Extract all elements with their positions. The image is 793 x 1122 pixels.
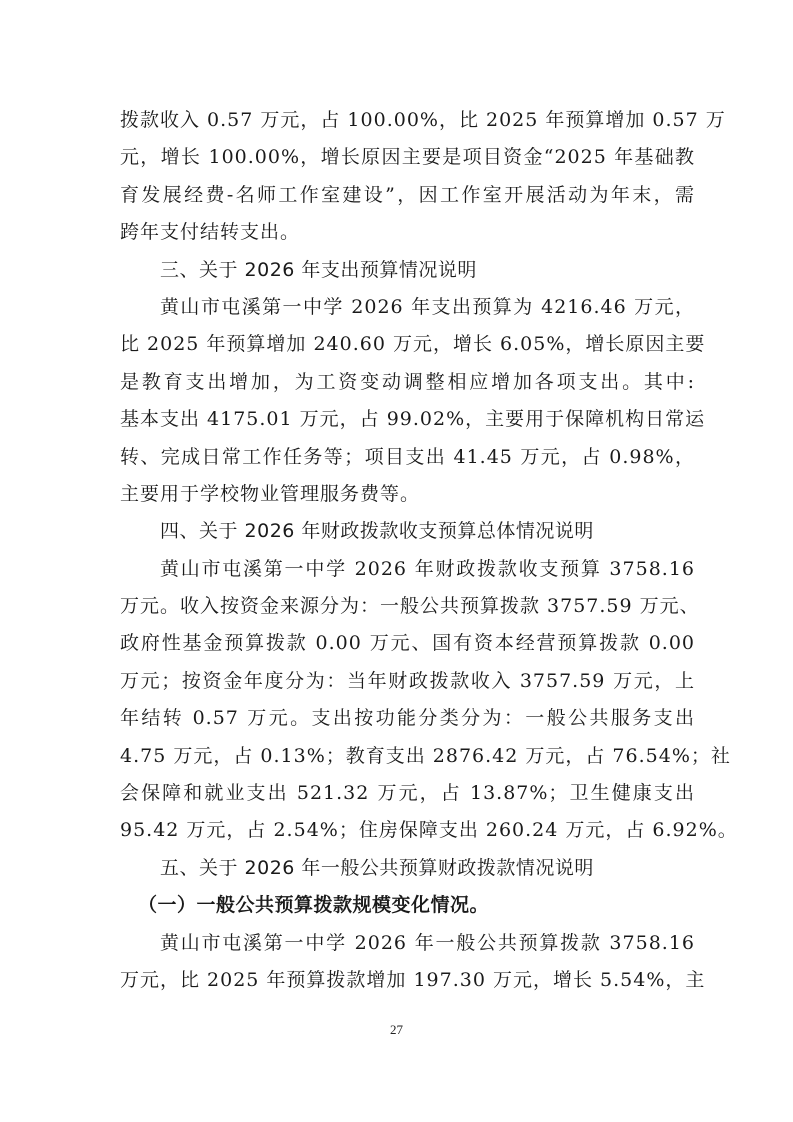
body-line: 育发展经费-名师工作室建设”，因工作室开展活动为年末，需 [120,183,695,206]
body-line: 转、完成日常工作任务等；项目支出 41.45 万元，占 0.98%， [120,445,695,468]
body-line: 万元，比 2025 年预算拨款增加 197.30 万元，增长 5.54%，主 [120,968,706,991]
body-line: 95.42 万元，占 2.54%；住房保障支出 260.24 万元，占 6.92%。 [120,819,738,842]
body-line: 黄山市屯溪第一中学 2026 年财政拨款收支预算 3758.16 [160,557,695,580]
body-line: 万元；按资金年度分为：当年财政拨款收入 3757.59 万元，上 [120,669,695,692]
page-number: 27 [390,1022,403,1037]
body-line: 政府性基金预算拨款 0.00 万元、国有资本经营预算拨款 0.00 [120,632,695,655]
body-line: 跨年支付结转支出。 [120,221,301,244]
body-line: 黄山市屯溪第一中学 2026 年一般公共预算拨款 3758.16 [160,931,695,954]
body-line: 拨款收入 0.57 万元，占 100.00%，比 2025 年预算增加 0.57 万 [120,109,726,131]
body-line: 是教育支出增加，为工资变动调整相应增加各项支出。其中: [120,370,695,393]
body-line: 4.75 万元，占 0.13%；教育支出 2876.42 万元，占 76.54%；社 [120,744,731,767]
body-line: 主要用于学校物业管理服务费等。 [120,482,421,505]
section-heading-4: 四、关于 2026 年财政拨款收支预算总体情况说明 [160,520,594,543]
body-line: 比 2025 年预算增加 240.60 万元，增长 6.05%，增长原因主要 [120,333,706,356]
section-heading-3: 三、关于 2026 年支出预算情况说明 [160,258,477,281]
body-line: 元，增长 100.00%，增长原因主要是项目资金“2025 年基础教 [120,146,695,169]
body-line: 年结转 0.57 万元。支出按功能分类分为：一般公共服务支出 [120,707,695,730]
subsection-heading-1: （一）一般公共预算拨款规模变化情况。 [138,894,490,917]
body-line: 万元。收入按资金来源分为：一般公共预算拨款 3757.59 万元、 [120,595,700,618]
section-heading-5: 五、关于 2026 年一般公共预算财政拨款情况说明 [160,856,594,879]
body-line: 黄山市屯溪第一中学 2026 年支出预算为 4216.46 万元， [160,295,695,318]
body-line: 会保障和就业支出 521.32 万元，占 13.87%；卫生健康支出 [120,782,695,805]
body-line: 基本支出 4175.01 万元，占 99.02%，主要用于保障机构日常运 [120,408,706,431]
document-body [120,102,738,999]
